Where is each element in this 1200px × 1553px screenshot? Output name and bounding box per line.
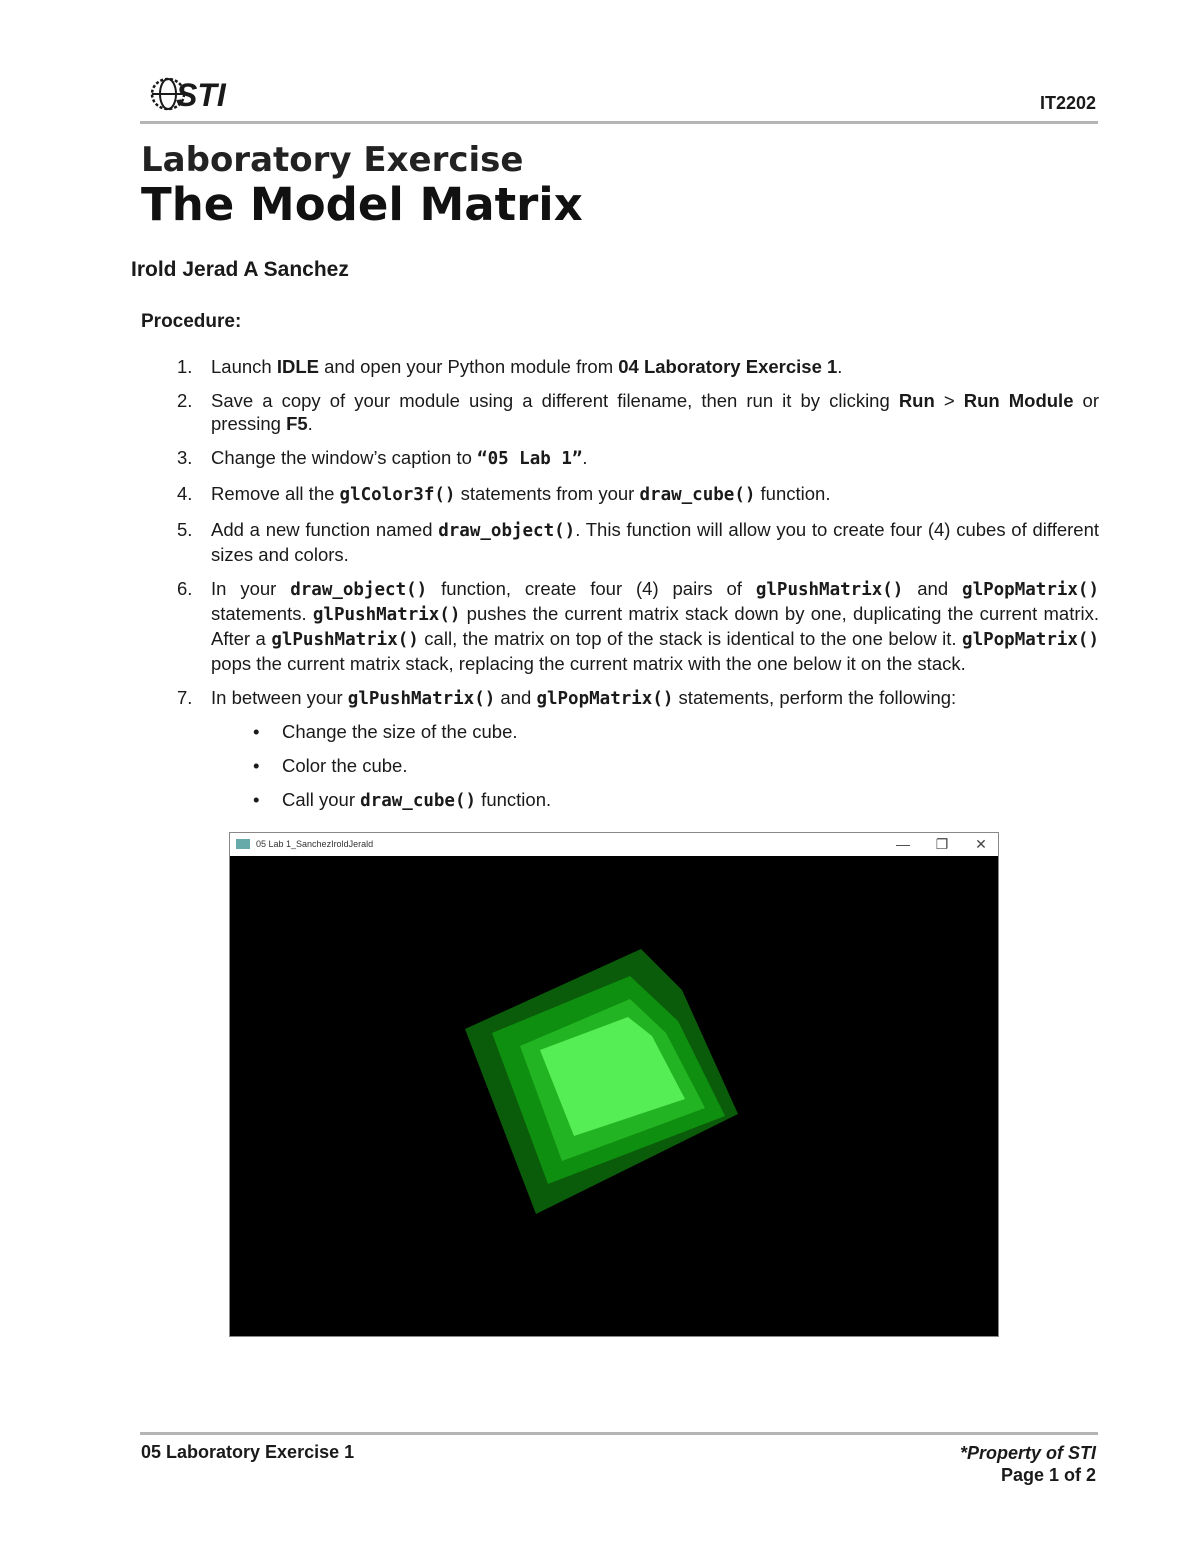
doc-subtitle: Laboratory Exercise	[141, 140, 524, 180]
step-text: pops the current matrix stack, replacing the current matrix with the one below it on the stack.	[211, 653, 966, 674]
code-term: draw_object()	[290, 580, 428, 600]
sub-list-item	[211, 720, 1099, 743]
step-number: 6.	[177, 578, 193, 599]
bold-term: 04 Laboratory Exercise 1	[618, 356, 838, 377]
step-text: and	[903, 578, 963, 599]
procedure-step	[141, 446, 1099, 471]
render-canvas	[230, 856, 998, 1336]
step-number: 4.	[177, 483, 193, 504]
window-titlebar	[230, 833, 998, 857]
step-text: . This function will allow you to create four (4) cubes of different sizes and colors.	[211, 519, 1099, 565]
step-text: Remove all the	[211, 483, 340, 504]
bold-term: Run Module	[963, 390, 1074, 411]
step-text: Launch	[211, 356, 277, 377]
step-text: Color the cube.	[282, 755, 408, 776]
step-text: .	[307, 413, 313, 434]
bullet-icon: •	[253, 755, 260, 776]
code-term: glColor3f()	[339, 485, 456, 505]
step-text: statements, perform the following:	[673, 687, 957, 708]
step-number: 3.	[177, 447, 193, 468]
maximize-icon: ❐	[935, 836, 949, 852]
opengl-window-screenshot	[229, 832, 999, 1337]
step-text: statements.	[211, 603, 313, 624]
code-term: glPushMatrix()	[755, 580, 904, 600]
step-text: Change the window’s caption to	[211, 447, 478, 468]
footer-divider	[140, 1432, 1098, 1435]
footer-right	[960, 1442, 1096, 1486]
step-number: 1.	[177, 356, 193, 377]
svg-text:STI: STI	[176, 77, 226, 113]
step-text: call, the matrix on top of the stack is identical to the one below it.	[418, 628, 963, 649]
step-text: >	[934, 390, 964, 411]
step-text: function, create four (4) pairs of	[427, 578, 756, 599]
bold-term: IDLE	[276, 356, 319, 377]
procedure-step	[141, 389, 1099, 435]
footer-page-number: Page 1 of 2	[1000, 1465, 1096, 1485]
app-icon	[236, 839, 250, 849]
step-text: function.	[755, 483, 831, 504]
code-term: glPopMatrix()	[962, 580, 1099, 600]
sub-list-item	[211, 754, 1099, 777]
procedure-heading: Procedure:	[141, 311, 242, 332]
code-term: “05 Lab 1”	[477, 449, 583, 469]
step-text: Change the size of the cube.	[282, 721, 518, 742]
sub-list	[211, 720, 1099, 813]
step-text: statements from your	[455, 483, 640, 504]
code-term: glPushMatrix()	[347, 689, 496, 709]
step-text: function.	[476, 789, 552, 810]
doc-title: The Model Matrix	[141, 178, 583, 231]
step-number: 7.	[177, 687, 193, 708]
minimize-icon: —	[896, 836, 910, 852]
bullet-icon: •	[253, 721, 260, 742]
header-divider	[140, 121, 1098, 124]
step-number: 5.	[177, 519, 193, 540]
procedure-step	[141, 686, 1099, 813]
footer-property: *Property of STI	[959, 1443, 1096, 1463]
step-text: and open your Python module from	[318, 356, 619, 377]
code-term: glPushMatrix()	[271, 630, 419, 650]
step-text: In your	[211, 578, 291, 599]
procedure-steps	[141, 355, 1099, 824]
bold-term: F5	[286, 413, 308, 434]
sti-logo	[150, 72, 240, 114]
sub-list-item	[211, 788, 1099, 813]
code-term: glPopMatrix()	[536, 689, 674, 709]
procedure-step	[141, 482, 1099, 507]
step-text: Call your	[282, 789, 361, 810]
procedure-step	[141, 355, 1099, 378]
code-term: glPopMatrix()	[962, 630, 1099, 650]
close-icon: ✕	[975, 836, 987, 852]
step-text: .	[837, 356, 843, 377]
step-text: Save a copy of your module using a different filename, then run it by clicking	[211, 390, 899, 411]
window-title: 05 Lab 1_SanchezIroldJerald	[256, 839, 374, 849]
procedure-step	[141, 577, 1099, 675]
step-text: or pressing	[211, 390, 1099, 434]
step-text: Add a new function named	[211, 519, 439, 540]
step-text: .	[582, 447, 588, 468]
code-term: glPushMatrix()	[312, 605, 461, 625]
code-term: draw_cube()	[639, 485, 756, 505]
step-text: pushes the current matrix stack down by one, duplicating the current matrix. After a	[211, 603, 1099, 649]
procedure-step	[141, 518, 1099, 566]
footer-exercise: 05 Laboratory Exercise 1	[141, 1442, 355, 1462]
step-number: 2.	[177, 390, 193, 411]
step-text: and	[495, 687, 537, 708]
bullet-icon: •	[253, 789, 260, 810]
step-text: In between your	[211, 687, 348, 708]
course-code: IT2202	[1039, 93, 1096, 113]
code-term: draw_object()	[438, 521, 576, 541]
bold-term: Run	[898, 390, 935, 411]
code-term: draw_cube()	[360, 791, 477, 811]
author-name: Irold Jerad A Sanchez	[131, 258, 349, 281]
